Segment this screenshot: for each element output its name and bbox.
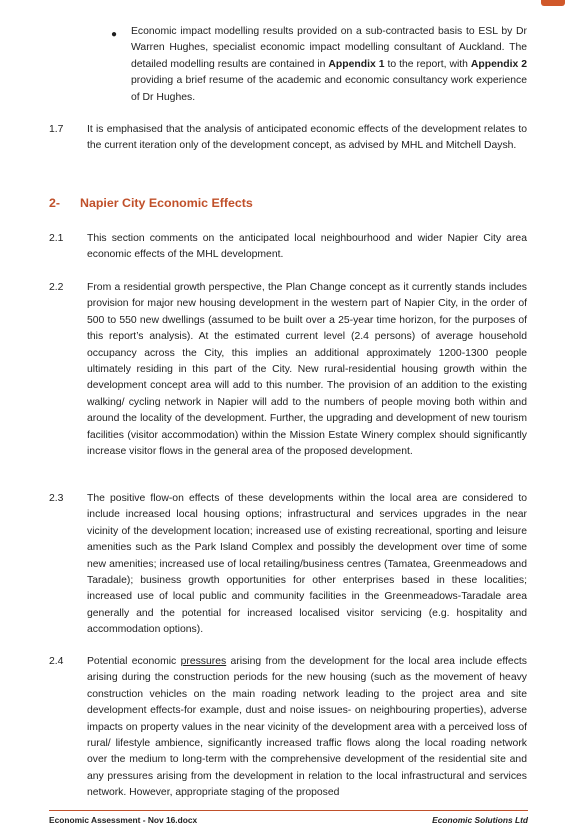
bullet-text-part2: to the report, with <box>384 58 471 70</box>
paragraph-2-3: The positive flow-on effects of these developments within the local area are considered to include increased local housing options; infrastructural and services upgrades in the near vicinity of the development location; increased use of existing recreational, sporting and leisure amenities such as the Park Island Complex and possibly the development over time of some new amenities; increased use of local retailing/business centres (Tamatea, Greenmeadows and Taradale); business growth opportunities for other enterprises based in these localities; increased use of local public and community facilities in the Greenmeadows-Taradale area generally and the potential for increased localised visitor servicing (e.g. hospitality and accommodation options). <box>87 493 527 636</box>
bullet-paragraph <box>131 24 527 106</box>
para-number-2-3: 2.3 <box>49 493 64 504</box>
footer-filename: Economic Assessment - Nov 16.docx <box>49 815 198 825</box>
bullet-text-part1: Economic impact modelling results provided on a sub-contracted basis to ESL by Dr Warren Hughes, specialist economic impact modelling consultant of Auckland. The detailed modelling results are contained in <box>131 26 527 70</box>
pressures-underlined: pressures <box>180 656 227 667</box>
section-title: Napier City Economic Effects <box>80 196 253 210</box>
para-number-1-7: 1.7 <box>49 124 64 135</box>
para-2-4-post: arising from the development for the local area include effects arising during the construction periods for the new housing (such as the movement of heavy construction vehicles on the main roading network leading to the project area and site development effects-for example, dust and noise issues- on neighbouring properties), adverse impacts on property values in the near vicinity of the development area with a perceived loss of rural/ lifestyle ambience, significantly increased traffic flows along the local roading network over the medium to long-term with the comprehensive development of the residential site and any pressures arising from the development in relation to the local infrastructural and services network. However, appropriate staging of the proposed <box>87 656 527 799</box>
paragraph-2-2: From a residential growth perspective, the Plan Change concept as it currently stands includes provision for major new housing development in the western part of Napier City, in the order of 500 to 550 new dwellings (assumed to be built over a 25-year time horizon, for the purposes of this report’s analysis). At the estimated current level (2.4 persons) of average household occupancy across the City, this implies an additional approximately 1200-1300 people ultimately residing in this part of the City. New rural-residential housing growth within the development concept area will add to this number. The provision of an addition to the existing walking/ cycling network in Napier will add to the numbers of people moving both within and around the locality of the development. Further, the upgrading and development of new tourism facilities (visitor accommodation) within the Mission Estate Winery complex should significantly increase visitor flows in the general area of the proposed development. <box>87 282 527 458</box>
footer-company: Economic Solutions Ltd <box>432 815 528 825</box>
paragraph-2-4 <box>87 654 527 802</box>
para-number-2-1: 2.1 <box>49 233 64 244</box>
para-number-2-4: 2.4 <box>49 656 64 667</box>
appendix-1-ref: Appendix 1 <box>328 58 385 70</box>
appendix-2-ref: Appendix 2 <box>470 58 527 70</box>
page-number-tab <box>541 0 565 6</box>
para-2-4-pre: Potential economic <box>87 656 181 667</box>
paragraph-2-1: This section comments on the anticipated local neighbourhood and wider Napier City area economic effects of the MHL development. <box>87 233 527 261</box>
para-number-2-2: 2.2 <box>49 282 64 293</box>
bullet-text-part3: providing a brief resume of the academic and economic consultancy work experience of Dr Hughes. <box>131 75 527 103</box>
bullet-icon: ● <box>111 29 118 40</box>
section-number: 2- <box>49 196 61 210</box>
section-heading <box>49 196 253 210</box>
paragraph-1-7: It is emphasised that the analysis of anticipated economic effects of the development relates to the current iteration only of the development concept, as advised by MHL and Mitchell Daysh. <box>87 124 527 152</box>
footer-divider <box>49 810 528 811</box>
